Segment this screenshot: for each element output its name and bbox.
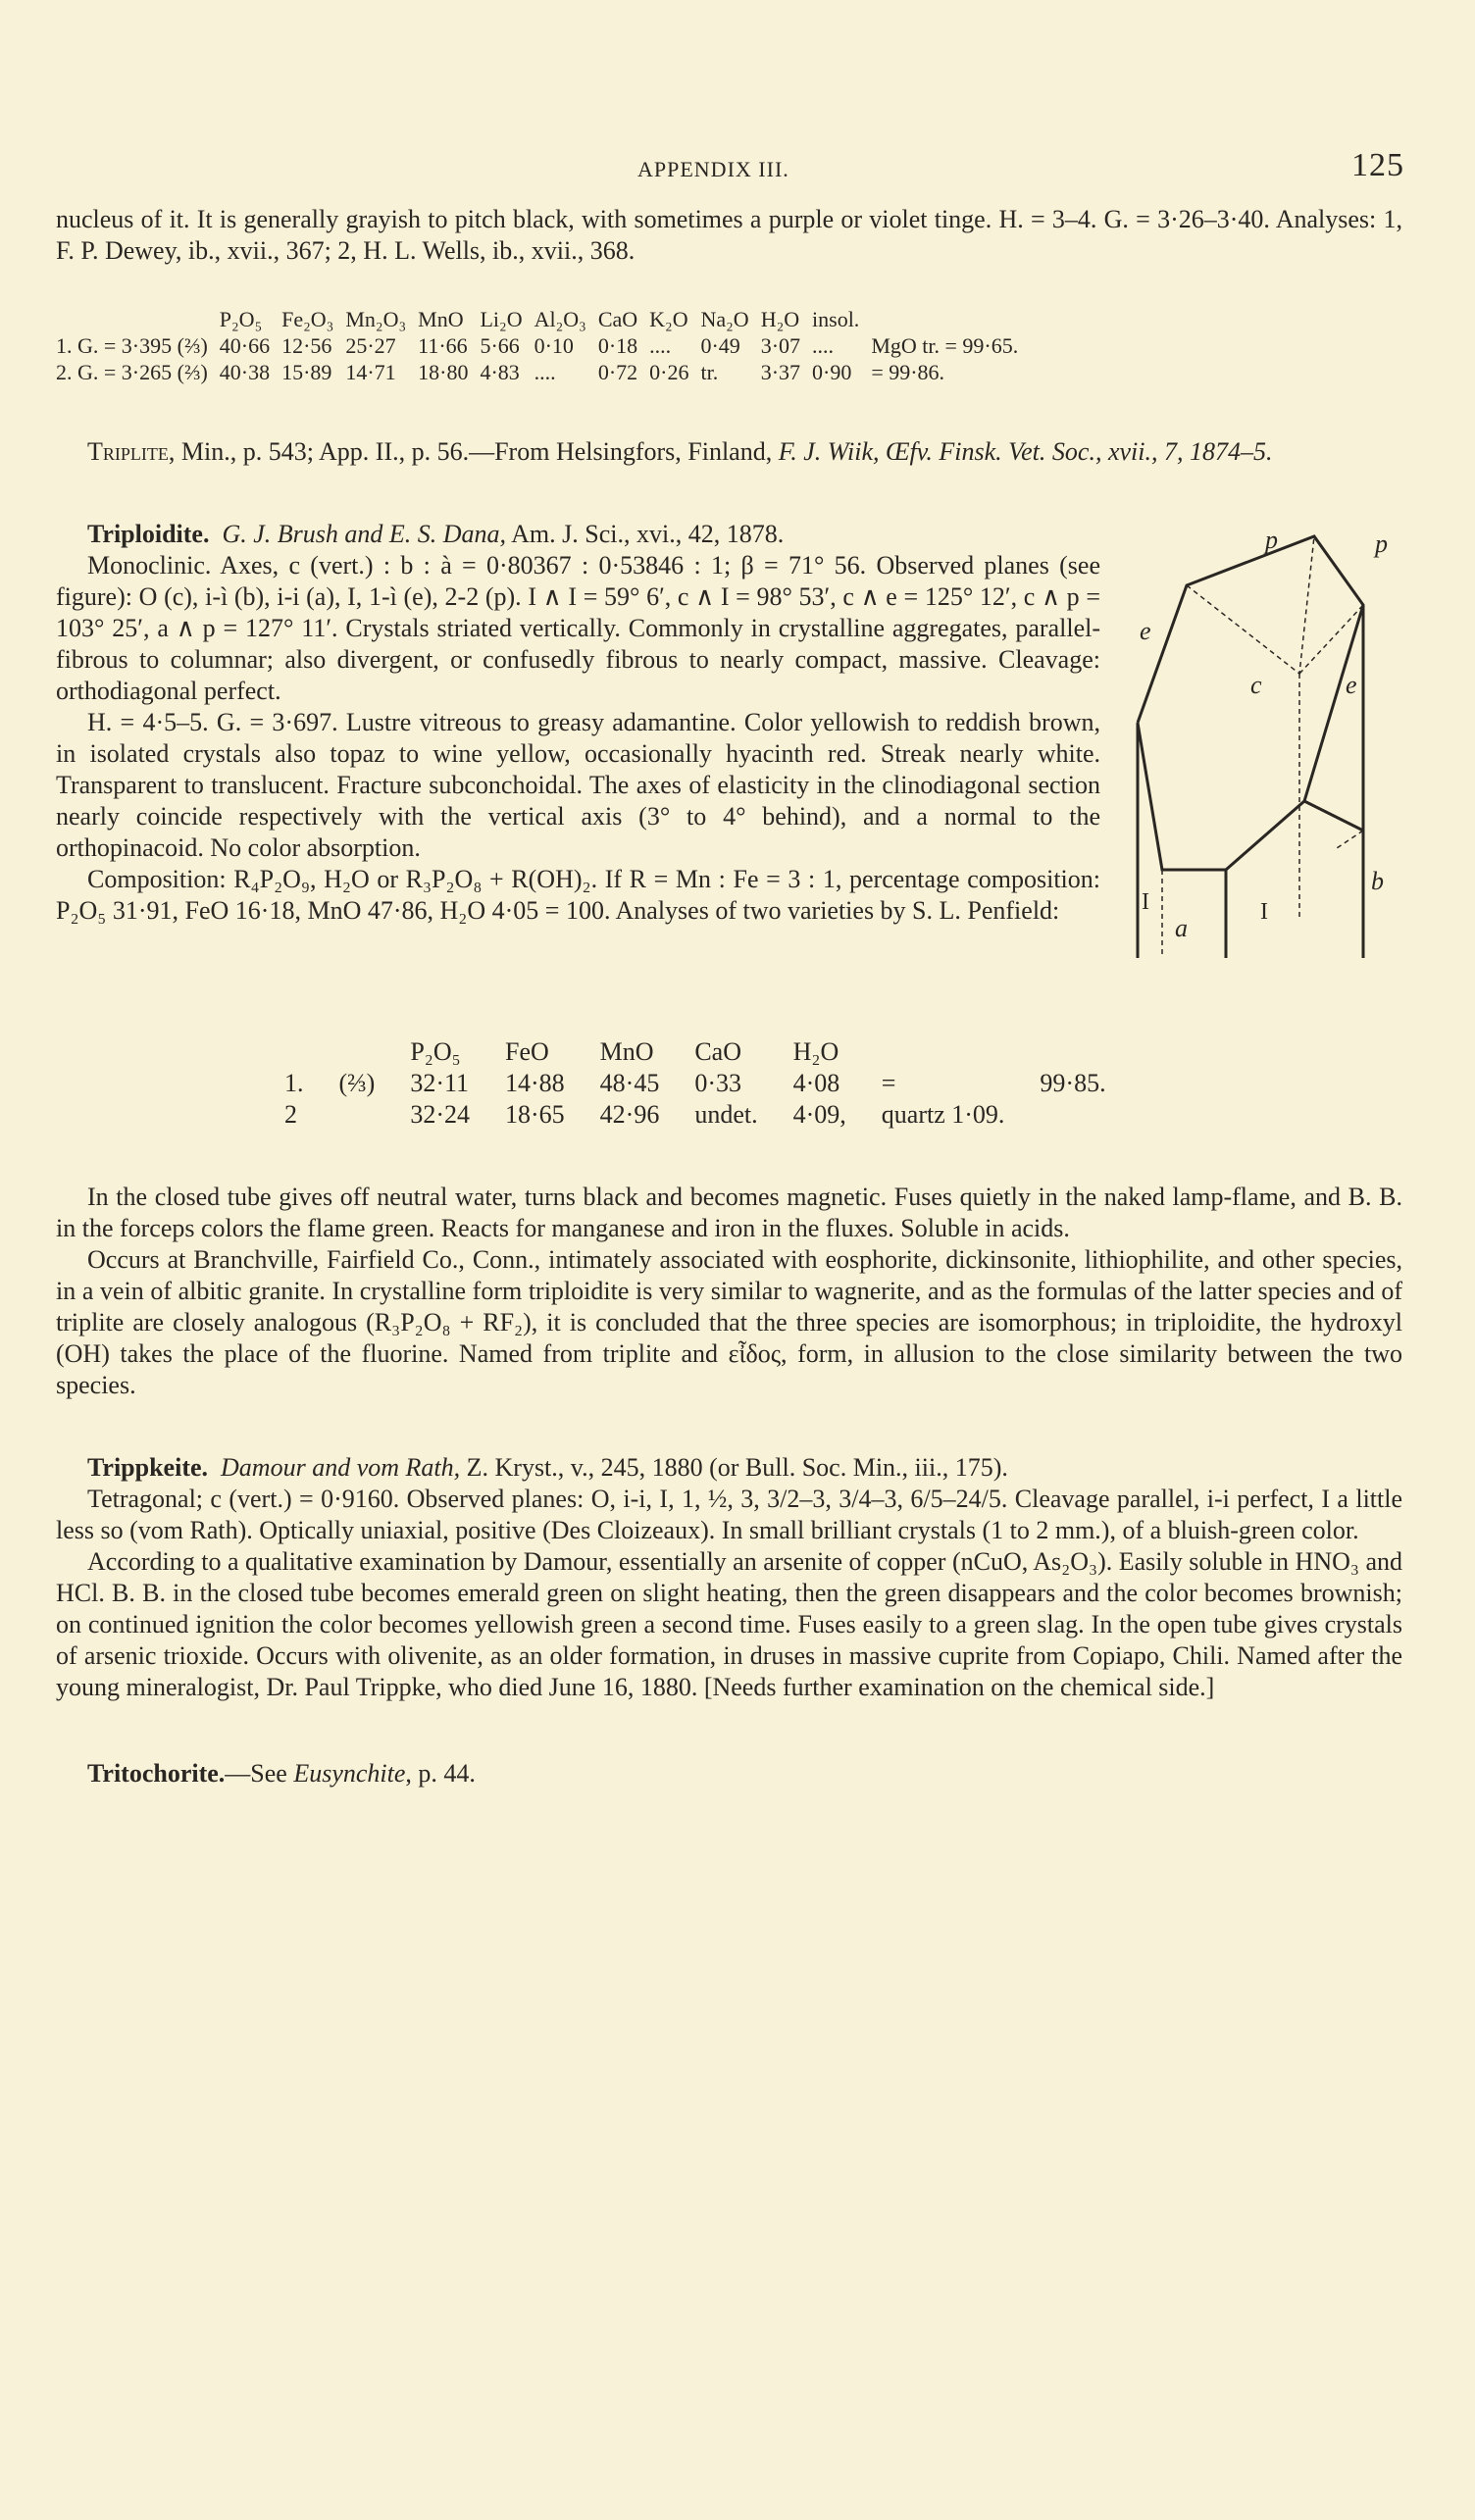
cell [1040, 1099, 1141, 1131]
cell: 99·85. [1040, 1069, 1106, 1097]
header-cell: Al₂O₃ [534, 307, 586, 331]
entry-authors: Damour and vom Rath, [221, 1453, 461, 1482]
cell: 48·45 [599, 1069, 660, 1097]
cell: 0·18 [597, 333, 638, 358]
analysis-table-1 [56, 306, 1030, 385]
cell: 42·96 [599, 1100, 660, 1129]
cell: .... [812, 333, 835, 358]
cell: = [881, 1069, 896, 1097]
cell: 18·80 [418, 360, 469, 384]
cell: 11·66 [418, 333, 468, 358]
header-cell [56, 306, 220, 332]
header-cell: Li₂O [480, 307, 523, 331]
header-cell: FeO [505, 1037, 549, 1066]
figure-label-c: c [1250, 671, 1262, 699]
figure-label-p: p [1375, 529, 1388, 558]
trippkeite-paragraph-1: Tetragonal; c (vert.) = 0·9160. Observed planes: O, i-i, I, 1, ½, 3, 3/2–3, 3/4–3, 6/5–24/5. Cleavage parallel, i-i perfect, I a little less so (vom Rath). Optically uniaxial, positive (Des Cloizeaux). In small brilliant crystals (1 to 2 mm.), of a bluish-green color. [56, 1485, 1402, 1544]
figure-label-p: p [1265, 527, 1278, 554]
triplite-entry [56, 436, 1402, 468]
figure-label-e: e [1140, 617, 1151, 645]
cell: 0·26 [649, 360, 689, 384]
page-reference: , p. 44. [405, 1759, 476, 1788]
cell: 2 [284, 1100, 297, 1129]
cell: 14·88 [505, 1069, 565, 1097]
cell: 0·72 [597, 360, 638, 384]
cell: 3·37 [760, 360, 801, 384]
cell: 18·65 [505, 1100, 565, 1129]
tritochorite-entry [56, 1758, 1402, 1789]
intro-paragraph: nucleus of it. It is generally grayish to pitch black, with sometimes a purple or violet tinge. H. = 3–4. G. = 3·26–3·40. Analyses: 1, F. P. Dewey, ib., xvii., 367; 2, H. L. Wells, ib., xvii., 368. [56, 205, 1402, 265]
header-cell: K₂O [649, 307, 688, 331]
cell: 12·56 [281, 333, 332, 358]
analysis-table-2 [284, 1036, 1142, 1131]
trippkeite-paragraph-2: According to a qualitative examination by Damour, essentially an arsenite of copper (nCuO, As₂O₃). Easily soluble in HNO₃ and HCl. B. B. in the closed tube becomes emerald green on slight heating, then the green disappears and the color becomes brownish; on continued ignition the color becomes yellowish green a second time. Fuses easily to a green slag. In the open tube gives crystals of arsenic trioxide. Occurs with olivenite, as an older formation, in druses in massive cuprite from Copiapo, Chili. Named after the young mineralogist, Dr. Paul Trippke, who died June 16, 1880. [Needs further examination on the chemical side.] [56, 1547, 1402, 1701]
header-cell: MnO [599, 1037, 654, 1066]
header-cell: H₂O [792, 1037, 839, 1066]
cell: 40·38 [219, 360, 271, 384]
cell: undet. [694, 1100, 758, 1129]
cell [339, 1099, 411, 1131]
triploidite-paragraph-1: Monoclinic. Axes, c (vert.) : b : à = 0·80367 : 0·53846 : 1; β = 71° 56. Observed planes (see figure): O (c), i-ì (b), i-i (a), I, 1-ì (e), 2-2 (p). I ∧ I = 59° 6′, c ∧ I = 98° 53′, c ∧ e = 125° 12′, c ∧ p = 103° 25′, a ∧ p = 127° 11′. Crystals striated vertically. Commonly in crystalline aggregates, parallel-fibrous to columnar; also divergent, or confusedly fibrous to nearly compact, massive. Cleavage: orthodiagonal perfect. [56, 551, 1100, 705]
cell: .... [534, 360, 556, 384]
header-cell: CaO [597, 307, 638, 331]
cell: 32·24 [410, 1100, 470, 1129]
cell: 14·71 [345, 360, 396, 384]
triploidite-section [56, 519, 1402, 989]
header-cell [284, 1036, 339, 1068]
figure-label-b: b [1371, 867, 1384, 895]
entry-title: Tritochorite. [87, 1759, 226, 1788]
cell: 25·27 [345, 333, 396, 358]
header-cell: Mn₂O₃ [345, 307, 407, 331]
page-header [56, 147, 1402, 204]
figure-label-a: a [1175, 914, 1188, 942]
trippkeite-heading [56, 1452, 1402, 1484]
entry-title: Trippkeite. [87, 1453, 209, 1482]
cell: 0·10 [534, 333, 574, 358]
entry-author: F. J. Wiik, Œfv. Finsk. Vet. Soc., xvii., 7, 1874–5. [778, 437, 1273, 466]
page-body [56, 147, 1402, 1789]
table-header-row [284, 1036, 1142, 1068]
cell: 32·11 [410, 1069, 470, 1097]
cross-reference-link: Eusynchite [293, 1759, 406, 1788]
header-cell: MnO [418, 307, 464, 331]
cell: 4·83 [480, 360, 520, 384]
header-cell: CaO [694, 1037, 742, 1066]
table-row [56, 332, 1030, 359]
cell: 40·66 [219, 333, 271, 358]
header-cell [871, 306, 1030, 332]
cell: 4·09, [792, 1100, 846, 1129]
header-cell: P₂O₅ [410, 1037, 461, 1066]
cell: 5·66 [480, 333, 520, 358]
cell: .... [649, 333, 672, 358]
entry-ref: Am. J. Sci., xvi., 42, 1878. [506, 520, 785, 548]
table-row [284, 1068, 1142, 1099]
entry-title: Triploidite. [87, 520, 210, 548]
header-cell [1040, 1036, 1141, 1068]
triploidite-paragraph-2: H. = 4·5–5. G. = 3·697. Lustre vitreous to greasy adamantine. Color yellowish to reddish brown, in isolated crystals also topaz to wine yellow, occasionally hyacinth red. Streak nearly white. Transparent to translucent. Fracture subconchoidal. The axes of elasticity in the clinodiagonal section nearly coincide respectively with the vertical axis (3° to 4° behind), and a normal to the orthopinacoid. No color absorption. [56, 708, 1100, 862]
crystal-figure [1128, 527, 1402, 978]
cell: 1. [284, 1069, 304, 1097]
table-row [56, 359, 1030, 385]
cell: = 99·86. [871, 360, 945, 384]
cell: 1. G. = 3·395 (⅔) [56, 333, 208, 358]
header-cell: Na₂O [700, 307, 749, 331]
cell: 15·89 [281, 360, 332, 384]
cell: 3·07 [760, 333, 801, 358]
header-cell [339, 1036, 411, 1068]
see-text: —See [225, 1759, 294, 1788]
triploidite-paragraph-5: Occurs at Branchville, Fairfield Co., Conn., intimately associated with eosphorite, dickinsonite, lithiophilite, and other species, in a vein of albitic granite. In crystalline form triploidite is very similar to wagnerite, and as the formulas of the latter species and of triplite are closely analogous (R₃P₂O₈ + RF₂), it is concluded that the three species are isomorphous; in triploidite, the hydroxyl (OH) takes the place of the fluorine. Named from triplite and εἶδος, form, in allusion to the close similarity between the two species. [56, 1245, 1402, 1399]
cell: 0·90 [812, 360, 852, 384]
header-cell: insol. [812, 307, 860, 331]
cell: tr. [700, 360, 719, 384]
cell: quartz 1·09. [881, 1100, 1005, 1129]
header-cell: H₂O [760, 307, 800, 331]
table-header-row [56, 306, 1030, 332]
page-number: 125 [1351, 147, 1404, 183]
cell: 0·33 [694, 1069, 742, 1097]
entry-ref: , Min., p. 543; App. II., p. 56.—From Helsingfors, Finland, [168, 437, 779, 466]
cell: MgO tr. = 99·65. [871, 333, 1019, 358]
cell: 4·08 [792, 1069, 840, 1097]
entry-authors: G. J. Brush and E. S. Dana, [222, 520, 507, 548]
entry-ref: Z. Kryst., v., 245, 1880 (or Bull. Soc. Min., iii., 175). [460, 1453, 1008, 1482]
triploidite-composition: Composition: R₄P₂O₉, H₂O or R₃P₂O₈ + R(OH)₂. If R = Mn : Fe = 3 : 1, percentage composition: P₂O₅ 31·91, FeO 16·18, MnO 47·86, H₂O 4·05 = 100. Analyses of two varieties by S. L. Penfield: [56, 865, 1100, 925]
header-cell [882, 1036, 1041, 1068]
cell: 0·49 [700, 333, 740, 358]
table-row [284, 1099, 1142, 1131]
running-title: APPENDIX III. [637, 157, 789, 181]
cell: (⅔) [338, 1069, 376, 1097]
figure-label-I: I [1142, 889, 1149, 915]
cell: 2. G. = 3·265 (⅔) [56, 360, 208, 384]
triploidite-paragraph-4: In the closed tube gives off neutral water, turns black and becomes magnetic. Fuses quietly in the naked lamp-flame, and B. B. in the forceps colors the flame green. Reacts for manganese and iron in the fluxes. Soluble in acids. [56, 1183, 1402, 1242]
header-cell: Fe₂O₃ [281, 307, 334, 331]
figure-label-I: I [1260, 899, 1268, 925]
figure-label-e: e [1346, 671, 1357, 699]
header-cell: P₂O₅ [219, 307, 263, 331]
entry-title: Triplite [87, 437, 169, 466]
